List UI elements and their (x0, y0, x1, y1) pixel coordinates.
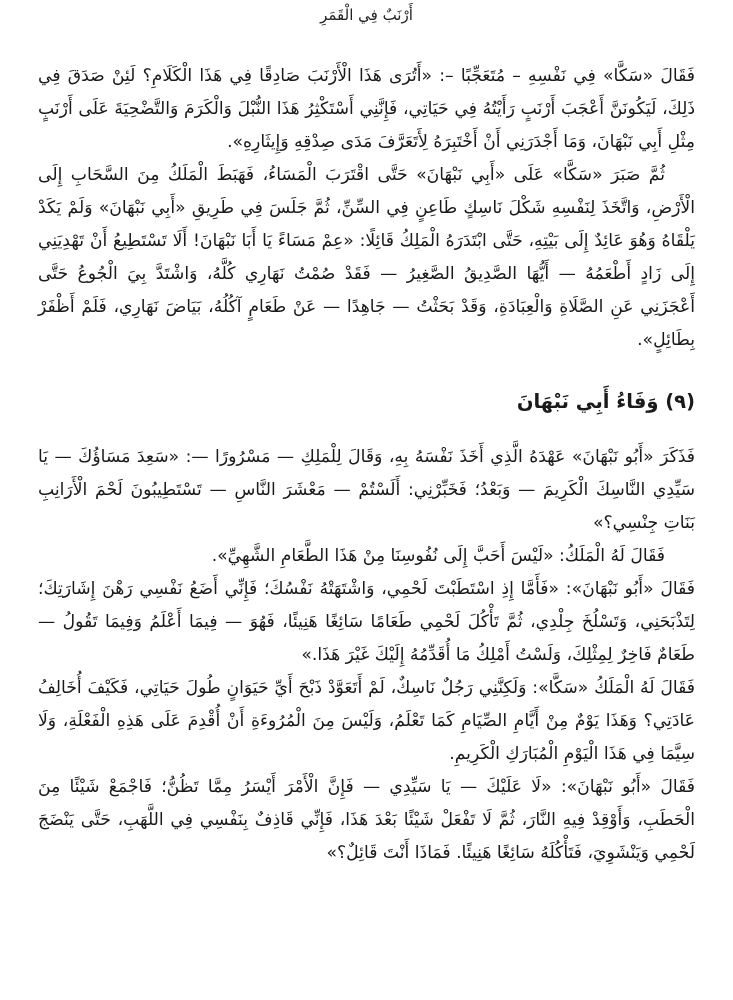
paragraph: فَقَالَ لَهُ الْمَلَكُ: «لَيْسَ أَحَبَّ إِلَى نُفُوسِنَا مِنْ هَذَا الطَّعَامِ الشَّهِيِّ». (211, 546, 665, 566)
paragraph: ثُمَّ صَبَرَ «سَكَّا» عَلَى «أَبِي نَبْهَانَ» حَتَّى اقْتَرَبَ الْمَسَاءُ، فَهَبَطَ الْمَلَكُ مِنَ السَّحَابِ إِلَى الْأَرْضِ، وَاتَّخَذَ لِنَفْسِهِ شَكْلَ نَاسِكٍ طَاعِنٍ فِي السِّنِّ، ثُمَّ جَلَسَ فِي طَرِيقِ «أَبِي نَبْهَانَ» وَلَمْ يَكَدْ يَلْقَاهُ وَهُوَ عَائِدٌ إِلَى بَيْتِهِ، حَتَّى ابْتَدَرَهُ الْمَلِكُ قَائِلًا: «عِمْ مَسَاءً يَا أَبَا نَبْهَانَ! أَلَا تَسْتَطِيعُ أَنْ تَهْدِيَنِي إِلَى زَادٍ أَطْعَمُهُ — أَيُّهَا الصَّدِيقُ الصَّغِيرُ — فَقَدْ صُمْتُ نَهَارِي كُلَّهُ، وَاشْتَدَّ بِيَ الْجُوعُ حَتَّى أَعْجَزَنِي عَنِ الصَّلَاةِ وَالْعِبَادَةِ، وَقَدْ بَحَثْتُ — جَاهِدًا — عَنْ طَعَامٍ آكُلُهُ، بَيَاضَ نَهَارِي، فَلَمْ أَظْفَرْ بِطَائِلٍ». (38, 165, 695, 350)
paragraph: فَقَالَ «أَبُو نَبْهَانَ»: «فَأَمَّا إِذِ اسْتَطَبْتَ لَحْمِي، وَاشْتَهَتْهُ نَفْسُكَ؛ فَإِنِّي أَضَعُ نَفْسِي رَهْنَ إِشَارَتِكَ؛ لِتَذْبَحَنِي، وَتَسْلُخَ جِلْدِي، ثُمَّ تَأْكُلَ لَحْمِي طَعَامًا سَائِغًا هَنِيئًا، فَهُوَ — فِيمَا أَعْلَمُ وَفِيمَا تَقُولُ — طَعَامٌ فَاخِرٌ لِمِثْلِكَ، وَلَسْتُ أَمْلِكُ مَا أُقَدِّمُهُ إِلَيْكَ غَيْرَ هَذَا.» (38, 579, 695, 665)
running-head-title: أَرْنَبٌ فِي الْقَمَرِ (320, 6, 413, 24)
section-heading: (٩) وَفَاءُ أَبِي نَبْهَانَ (516, 390, 695, 413)
paragraph: فَقَالَ «أَبُو نَبْهَانَ»: «لَا عَلَيْكَ — يَا سَيِّدِي — فَإِنَّ الْأَمْرَ أَيْسَرُ مِمَّا تَظُنُّ؛ فَاجْمَعْ شَيْئًا مِنَ الْحَطَبِ، وَأَوْقِدْ فِيهِ النَّارَ، ثُمَّ لَا تَفْعَلْ شَيْئًا بَعْدَ هَذَا، فَإِنِّي قَاذِفٌ بِنَفْسِي فِي اللَّهَبِ، حَتَّى يَنْضَجَ لَحْمِي وَيَنْشَوِيَ، فَتَأْكُلَهُ سَائِغًا هَنِيئًا. فَمَاذَا أَنْتَ قَائِلٌ؟» (38, 777, 695, 863)
paragraph: فَقَالَ «سَكَّا» فِي نَفْسِهِ – مُتَعَجِّبًا –: «أَتُرَى هَذَا الْأَرْنَبَ صَادِقًا فِي هَذَا الْكَلَامِ؟ لَئِنْ صَدَقَ فِي ذَلِكَ، لَيَكُونَنَّ أَعْجَبَ أَرْنَبٍ رَأَيْتُهُ فِي حَيَاتِي، فَإِنَّنِي أَسْتَكْثِرُ هَذَا النُّبْلَ وَالْكَرَمَ وَالتَّضْحِيَةَ عَلَى أَرْنَبٍ مِثْلِ أَبِي نَبْهَانَ، وَمَا أَجْدَرَنِي أَنْ أَخْتَبِرَهُ لِأَتَعَرَّفَ مَدَى صِدْقِهِ وَإِيثَارِهِ». (38, 66, 695, 152)
paragraph: فَذَكَرَ «أَبُو نَبْهَانَ» عَهْدَهُ الَّذِي أَخَذَ نَفْسَهُ بِهِ، وَقَالَ لِلْمَلِكِ — مَسْرُورًا —: «سَعِدَ مَسَاؤُكَ — يَا سَيِّدِي النَّاسِكَ الْكَرِيمَ — وَبَعْدُ؛ فَخَبِّرْنِي: أَلَسْتُمْ — مَعْشَرَ النَّاسِ — تَسْتَطِيبُونَ لَحْمَ الْأَرَانِبِ بَنَاتِ جِنْسِي؟» (38, 447, 695, 533)
paragraph: فَقَالَ لَهُ الْمَلَكُ «سَكَّا»: وَلَكِنَّنِي رَجُلٌ نَاسِكٌ، لَمْ أَتَعَوَّدْ ذَبْحَ أَيِّ حَيَوَانٍ طُولَ حَيَاتِي، فَكَيْفَ أُخَالِفُ عَادَتِي؟ وَهَذَا يَوْمٌ مِنْ أَيَّامِ الصِّيَامِ كَمَا تَعْلَمُ، وَلَيْسَ مِنَ الْمُرُوءَةِ أَنْ أُقْدِمَ عَلَى هَذِهِ الْفَعْلَةِ، وَلَا سِيَّمَا فِي هَذَا الْيَوْمِ الْمُبَارَكِ الْكَرِيمِ. (38, 678, 695, 764)
